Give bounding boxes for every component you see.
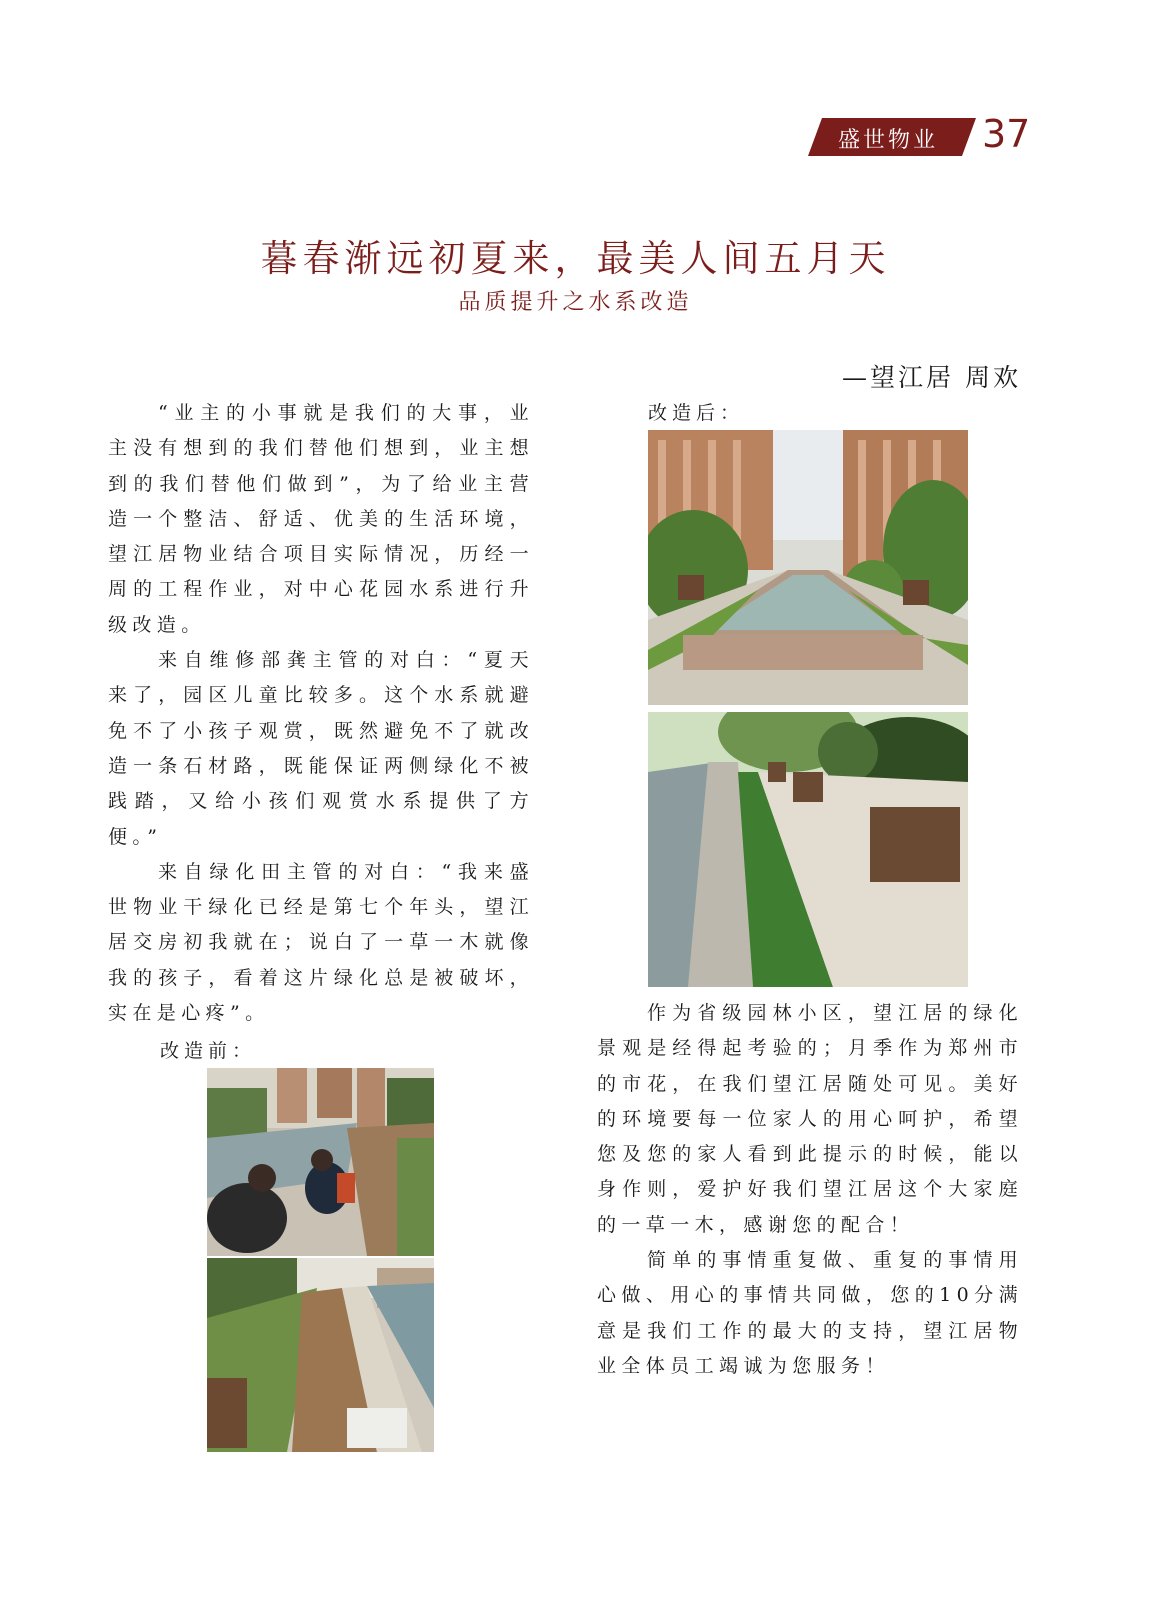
article-byline: —望江居 周欢 (842, 363, 1021, 392)
paragraph-garden: 作为省级园林小区，望江居的绿化景观是经得起考验的；月季作为郑州市的市花，在我们望江居随处可见。美好的环境要每一位家人的用心呵护，希望您及您的家人看到此提示的时候，能以身作则，爱护好我们望江居这个大家庭的一草一木，感谢您的配合！ (597, 1002, 1023, 1236)
section-label: 盛世物业 (838, 128, 939, 153)
right-column (597, 996, 1023, 1384)
article-title: 暮春渐远初夏来，最美人间五月天 (260, 237, 891, 280)
before-caption: 改造前： (160, 1040, 257, 1062)
before-photo-trench (207, 1258, 434, 1452)
after-photo-planter-path (648, 712, 968, 987)
section-tag (808, 118, 976, 156)
paragraph-maintenance-quote: 来自维修部龚主管的对白：“夏天来了，园区儿童比较多。这个水系就避免不了小孩子观赏，既然避免不了就改造一条石材路，既能保证两侧绿化不被践踏，又给小孩们观赏水系提供了方便。” (108, 649, 534, 848)
paragraph-service: 简单的事情重复做、重复的事情用心做、用心的事情共同做，您的10分满意是我们工作的最大的支持，望江居物业全体员工竭诚为您服务！ (597, 1249, 1023, 1377)
article-subtitle: 品质提升之水系改造 (458, 290, 693, 315)
page-number: 37 (982, 112, 1031, 156)
before-photo-workers (207, 1068, 434, 1256)
after-photo-fountain (648, 430, 968, 705)
left-column (108, 396, 534, 1031)
after-caption: 改造后： (648, 402, 745, 424)
paragraph-greening-quote: 来自绿化田主管的对白：“我来盛世物业干绿化已经是第七个年头，望江居交房初我就在；说白了一草一木就像我的孩子，看着这片绿化总是被破坏，实在是心疼”。 (108, 860, 534, 1025)
paragraph-intro: “业主的小事就是我们的大事，业主没有想到的我们替他们想到，业主想到的我们替他们做到”，为了给业主营造一个整洁、舒适、优美的生活环境，望江居物业结合项目实际情况，历经一周的工程作业，对中心花园水系进行升级改造。 (108, 402, 534, 636)
